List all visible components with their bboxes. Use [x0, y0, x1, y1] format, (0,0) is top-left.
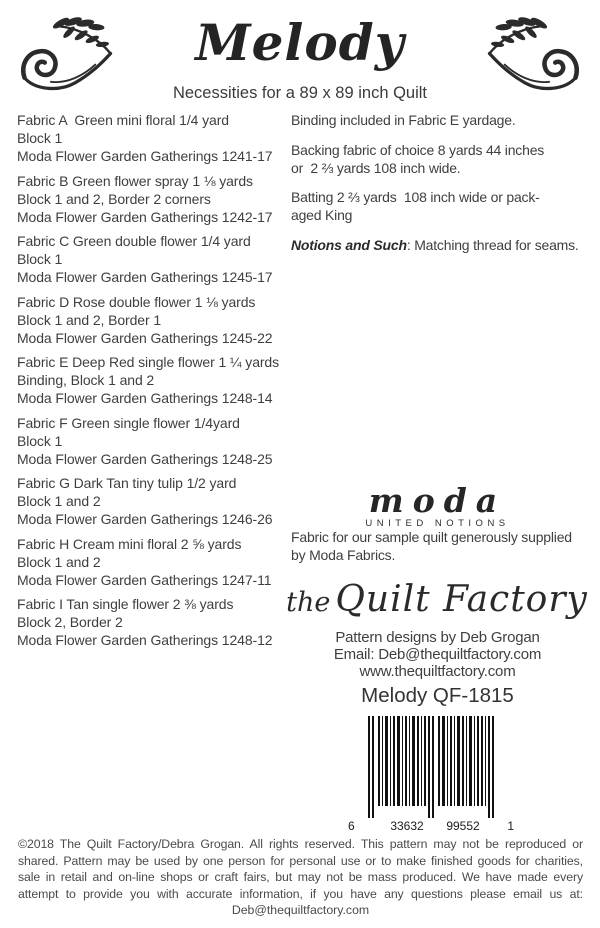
backing-note: [291, 141, 587, 177]
batting-line: Batting 2 ⅔ yards 108 inch wide or pack-: [291, 189, 540, 205]
page-subtitle: Necessities for a 89 x 89 inch Quilt: [172, 84, 428, 102]
notes-section: [291, 111, 587, 265]
fabric-line: Block 1 and 2, Border 1: [17, 311, 162, 328]
page-title: Melody: [195, 13, 405, 72]
fabric-line: Moda Flower Garden Gatherings 1242-17: [17, 208, 273, 225]
batting-line: aged King: [291, 207, 353, 223]
fabric-line: Block 1 and 2: [17, 493, 101, 509]
moda-wordmark: moda: [368, 481, 507, 520]
moda-logo: [291, 481, 584, 529]
moda-credit: [291, 529, 587, 564]
fabric-entry-g: [17, 474, 297, 528]
fabric-line: Block 1: [17, 130, 63, 146]
fabric-line: Fabric F Green single flower 1/4yard: [17, 414, 240, 431]
binding-note: Binding included in Fabric E yardage.: [291, 112, 516, 128]
legal-line: ©2018 The Quilt Factory/Debra Grogan. All rights reserved. This pattern may not be reproduced or: [18, 837, 583, 851]
fabric-entry-c: [17, 232, 297, 286]
fabric-entry-b: [17, 172, 297, 226]
moda-credit-line: Fabric for our sample quilt generously supplied: [291, 529, 572, 545]
publisher-email: Email: Deb@thequiltfactory.com: [333, 645, 542, 663]
notions-text: : Matching thread for seams.: [406, 236, 579, 253]
moda-tagline: UNITED NOTIONS: [365, 518, 510, 529]
legal-footer: [18, 836, 583, 919]
fabric-line: Moda Flower Garden Gatherings 1248-25: [17, 450, 273, 467]
fabric-line: Fabric B Green flower spray 1 ⅛ yards: [17, 172, 253, 189]
fabric-line: Fabric D Rose double flower 1 ⅛ yards: [17, 293, 256, 310]
fabric-list: [17, 111, 297, 656]
barcode-group-1: 33632: [390, 819, 424, 833]
fabric-line: Block 1: [17, 432, 63, 449]
publisher-website: www.thequiltfactory.com: [359, 662, 516, 680]
fabric-line: Block 2, Border 2: [17, 614, 123, 630]
fabric-line: Fabric C Green double flower 1/4 yard: [17, 233, 251, 249]
fabric-line: Fabric H Cream mini floral 2 ⅝ yards: [17, 535, 242, 552]
legal-line: shared. Pattern may be used by one person for personal use or to make finished goods for charities,: [18, 853, 583, 868]
pattern-sku: Melody QF-1815: [361, 684, 514, 707]
fabric-entry-i: [17, 595, 297, 649]
legal-line: attempt to provide you with accurate information, if you have any questions please email us at:: [18, 886, 583, 901]
barcode-group-2: 99552: [446, 819, 480, 833]
fabric-line: Moda Flower Garden Gatherings 1245-22: [17, 329, 273, 346]
legal-contact-email: Deb@thequiltfactory.com: [231, 903, 370, 918]
barcode-digit-right: 1: [507, 819, 514, 833]
fabric-line: Block 1: [17, 251, 63, 267]
fabric-line: Fabric A Green mini floral 1/4 yard: [17, 112, 229, 128]
moda-credit-line: by Moda Fabrics.: [291, 546, 396, 563]
barcode-digit-left: 6: [348, 819, 355, 833]
batting-note: [291, 188, 587, 224]
notions-label: Notions and Such: [291, 236, 407, 253]
fabric-line: Fabric I Tan single flower 2 ⅜ yards: [17, 596, 234, 612]
notions-note: [291, 236, 587, 254]
fabric-entry-f: [17, 414, 297, 468]
quilt-factory-logo-the: the: [286, 587, 331, 618]
fabric-entry-h: [17, 535, 297, 589]
fabric-line: Binding, Block 1 and 2: [17, 372, 155, 388]
fabric-line: Fabric E Deep Red single flower 1 ¼ yards: [17, 354, 280, 370]
fabric-line: Moda Flower Garden Gatherings 1247-11: [17, 571, 272, 588]
legal-line: sale in retail and on-line shops or craft fairs, but may not be mass produced. We have made every: [18, 870, 583, 885]
publisher-contact: [281, 630, 594, 680]
fabric-line: Moda Flower Garden Gatherings 1245-17: [17, 269, 273, 285]
fabric-line: Moda Flower Garden Gatherings 1246-26: [17, 511, 273, 527]
fabric-line: Fabric G Dark Tan tiny tulip 1/2 yard: [17, 475, 237, 491]
designer-byline: Pattern designs by Deb Grogan: [335, 629, 540, 646]
fabric-line: Moda Flower Garden Gatherings 1248-14: [17, 390, 273, 406]
fabric-line: Moda Flower Garden Gatherings 1241-17: [17, 148, 273, 164]
fabric-entry-a: [17, 111, 297, 165]
upc-barcode: [348, 716, 514, 834]
quilt-factory-logo-name: Quilt Factory: [335, 579, 588, 620]
fabric-entry-d: [17, 293, 297, 347]
backing-line: or 2 ⅔ yards 108 inch wide.: [291, 159, 461, 176]
fabric-line: Block 1 and 2: [17, 553, 101, 570]
fabric-entry-e: [17, 353, 297, 407]
backing-line: Backing fabric of choice 8 yards 44 inches: [291, 141, 545, 158]
fabric-line: Block 1 and 2, Border 2 corners: [17, 190, 211, 207]
barcode-bars: [360, 716, 500, 820]
fabric-line: Moda Flower Garden Gatherings 1248-12: [17, 632, 273, 648]
quilt-factory-logo: [279, 577, 595, 629]
